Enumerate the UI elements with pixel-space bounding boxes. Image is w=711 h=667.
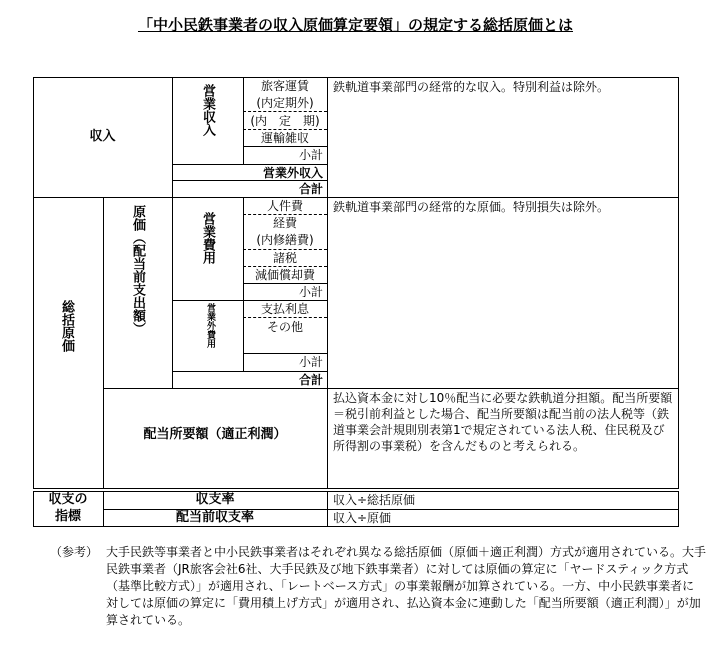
non-op-income-line bbox=[172, 164, 327, 165]
income-subtotal: 小計 bbox=[298, 148, 323, 162]
income-item-commuter: (内 定 期) bbox=[250, 114, 320, 128]
cost-section-divider bbox=[103, 197, 104, 489]
op-subtotal-line bbox=[243, 283, 327, 284]
indicator-label-1: 収支の bbox=[48, 492, 88, 507]
page-title: 「中小民鉄事業者の収入原価算定要領」の規定する総括原価とは bbox=[137, 16, 573, 34]
nonop-item-other: その他 bbox=[266, 320, 303, 334]
indicator-name-balance: 収支率 bbox=[195, 492, 235, 507]
income-description: 鉄軌道事業部門の経常的な収入。特別利益は除外。 bbox=[333, 80, 610, 94]
op-subtotal: 小計 bbox=[298, 285, 323, 299]
non-operating-expense-label: 営業外費用 bbox=[205, 303, 215, 348]
income-dash-1 bbox=[243, 111, 327, 112]
indicator-formula-predividend: 収入÷原価 bbox=[333, 511, 392, 525]
cost-total: 合計 bbox=[298, 373, 323, 387]
operating-income-label: 営業収入 bbox=[200, 84, 215, 136]
desc-column-divider bbox=[327, 77, 328, 489]
cost-total-line bbox=[172, 371, 327, 372]
nonop-item-interest: 支払利息 bbox=[260, 302, 309, 316]
income-total: 合計 bbox=[298, 182, 323, 196]
dividend-top-line bbox=[103, 388, 679, 389]
nonop-dash-1 bbox=[243, 317, 327, 318]
non-operating-income: 営業外収入 bbox=[262, 166, 323, 180]
op-item-depreciation: 減価償却費 bbox=[254, 268, 315, 282]
note-label: （参考） bbox=[50, 545, 99, 559]
op-item-repairs: (内修繕費) bbox=[256, 233, 314, 247]
genka-label: 原価（配当前支出額） bbox=[130, 205, 145, 335]
operating-expense-label: 営業費用 bbox=[200, 212, 215, 264]
op-dash-1 bbox=[243, 214, 327, 215]
income-item-passenger-fare: 旅客運賃 bbox=[260, 79, 309, 93]
op-dash-3 bbox=[243, 266, 327, 267]
income-section-label: 収入 bbox=[89, 129, 116, 144]
income-subtotal-line bbox=[243, 146, 327, 147]
dividend-description: 払込資本金に対し10％配当に必要な鉄軌道分担額。配当所要額＝税引前利益とした場合、配当所要額は配当前の法人税等（鉄道事業会計規則別表第1で規定されている法人税、住民税及び所得割の事業税）を含んだものと考えられる。 bbox=[333, 391, 673, 453]
op-item-taxes: 諸税 bbox=[272, 251, 297, 265]
op-item-expenses: 経費 bbox=[272, 216, 297, 230]
genka-divider bbox=[172, 197, 173, 388]
income-bottom-line bbox=[33, 197, 679, 198]
income-item-non-commuter: (内定期外) bbox=[256, 96, 314, 110]
indicator-name-predividend: 配当前収支率 bbox=[175, 510, 254, 525]
cost-description: 鉄軌道事業部門の経常的な原価。特別損失は除外。 bbox=[333, 200, 610, 214]
op-item-personnel: 人件費 bbox=[266, 199, 303, 213]
dividend-label: 配当所要額（適正利潤） bbox=[143, 427, 287, 442]
income-total-line bbox=[172, 180, 327, 181]
note-body: 大手民鉄等事業者と中小民鉄事業者はそれぞれ異なる総括原価（原価＋適正利潤）方式が適用されている。大手民鉄事業者（JR旅客会社6社、大手民鉄及び地下鉄事業者）に対しては原価の算定に「ヤードスティック方式（基準比較方式）」が適用され、「レートベース方式」の事業報酬が加算されている。一方、中小民鉄事業者に対しては原価の算定に「費用積上げ方式」が適用され、払込資本金に連動した「配当所要額（適正利潤）」が加算されている。 bbox=[106, 545, 707, 627]
non-op-expense-line bbox=[172, 300, 327, 301]
nonop-subtotal: 小計 bbox=[298, 355, 323, 369]
nonop-subtotal-line bbox=[243, 353, 327, 354]
indicator-formula-balance: 収入÷総括原価 bbox=[333, 493, 416, 507]
indicator-label-2: 指標 bbox=[54, 509, 81, 524]
income-dash-2 bbox=[243, 129, 327, 130]
cost-section-label: 総括原価 bbox=[59, 300, 74, 352]
income-item-misc: 運輸雑収 bbox=[260, 131, 309, 145]
op-dash-2 bbox=[243, 249, 327, 250]
